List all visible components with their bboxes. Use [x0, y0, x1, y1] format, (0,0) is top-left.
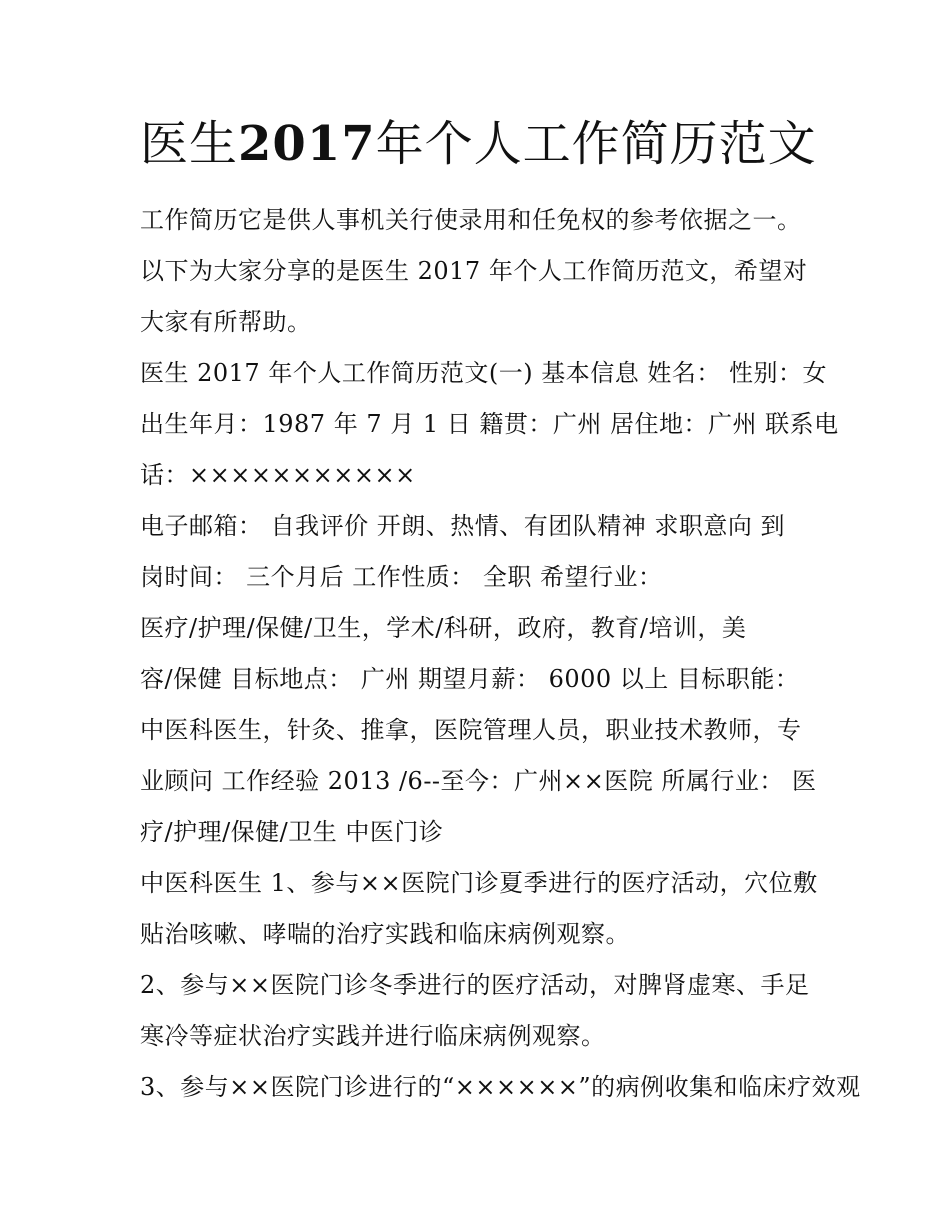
body-line: 出生年月：1987 年 7 月 1 日 籍贯：广州 居住地：广州 联系电	[140, 410, 839, 438]
title-part-2: 年个人工作简历范文	[375, 116, 817, 172]
body-line: 以下为大家分享的是医生 2017 年个人工作简历范文，希望对	[140, 257, 808, 285]
body-line: 中医科医生，针灸、推拿，医院管理人员，职业技术教师，专	[140, 716, 802, 744]
body-line: 3、参与××医院门诊进行的“××××××”的病例收集和临床疗效观	[140, 1073, 861, 1101]
body-line: 电子邮箱： 自我评价 开朗、热情、有团队精神 求职意向 到	[140, 512, 786, 540]
body-line: 业顾问 工作经验 2013 /6--至今：广州××医院 所属行业： 医	[140, 767, 817, 795]
body-line: 大家有所帮助。	[140, 308, 312, 336]
document-title	[140, 112, 860, 176]
body-line: 寒冷等症状治疗实践并进行临床病例观察。	[140, 1022, 606, 1050]
body-line: 2、参与××医院门诊冬季进行的医疗活动，对脾肾虚寒、手足	[140, 971, 810, 999]
body-line: 疗/护理/保健/卫生 中医门诊	[140, 818, 444, 846]
body-line: 工作简历它是供人事机关行使录用和任免权的参考依据之一。	[140, 206, 802, 234]
body-line: 医疗/护理/保健/卫生，学术/科研，政府，教育/培训，美	[140, 614, 747, 642]
title-part-1: 医生	[140, 116, 239, 172]
body-line: 贴治咳嗽、哮喘的治疗实践和临床病例观察。	[140, 920, 630, 948]
title-year: 2017	[238, 116, 376, 172]
body-line: 容/保健 目标地点： 广州 期望月薪： 6000 以上 目标职能：	[140, 665, 800, 693]
body-line: 岗时间： 三个月后 工作性质： 全职 希望行业：	[140, 563, 663, 591]
body-line: 中医科医生 1、参与××医院门诊夏季进行的医疗活动，穴位敷	[140, 869, 818, 897]
body-line: 医生 2017 年个人工作简历范文(一) 基本信息 姓名： 性别：女	[140, 359, 827, 387]
body-line: 话：×××××××××××	[140, 461, 416, 489]
